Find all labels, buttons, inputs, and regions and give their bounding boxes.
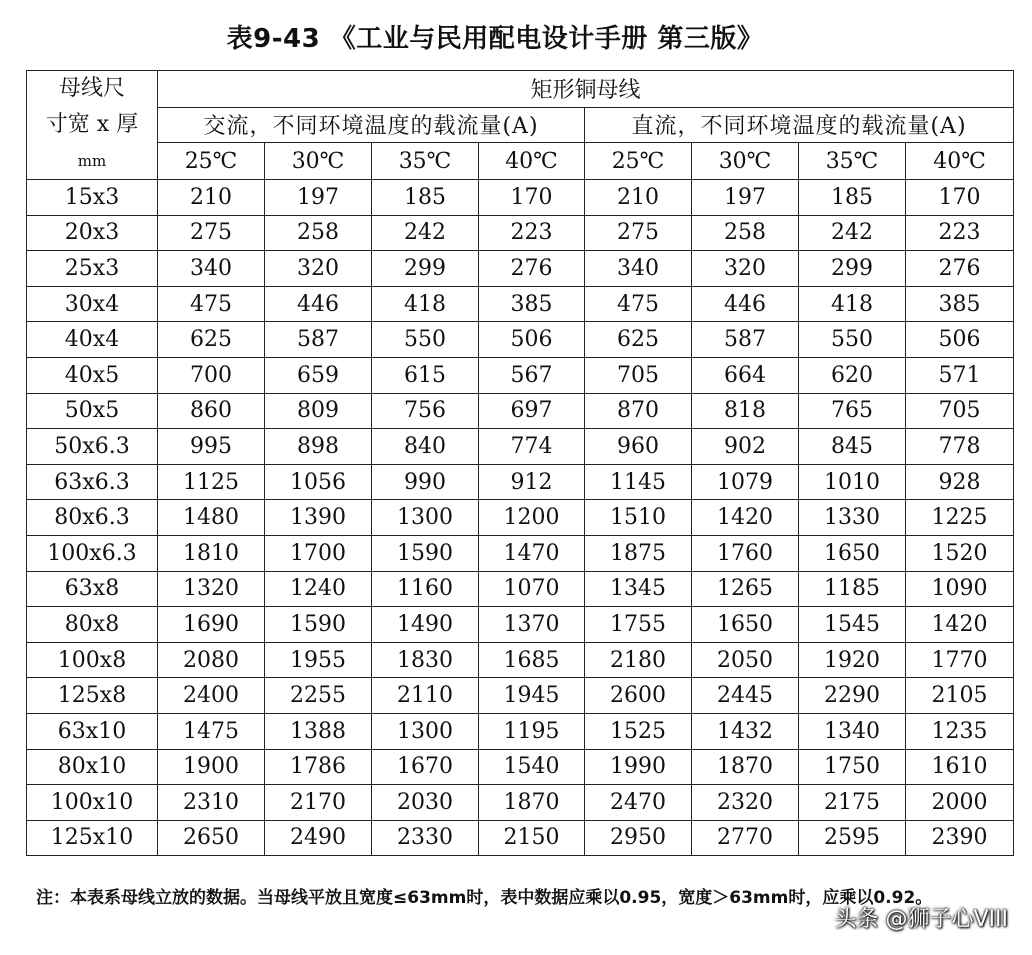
dc-ampacity-cell: 210 bbox=[585, 180, 692, 216]
dc-ampacity-cell: 765 bbox=[799, 393, 906, 429]
ac-ampacity-cell: 2170 bbox=[265, 785, 372, 821]
ac-ampacity-cell: 2110 bbox=[372, 678, 479, 714]
dc-ampacity-cell: 1920 bbox=[799, 642, 906, 678]
ac-ampacity-cell: 1700 bbox=[265, 535, 372, 571]
ac-ampacity-cell: 299 bbox=[372, 251, 479, 287]
ac-ampacity-cell: 2400 bbox=[158, 678, 265, 714]
table-row bbox=[27, 749, 1014, 785]
busbar-size-cell: 50x6.3 bbox=[27, 429, 158, 465]
dc-ampacity-cell: 276 bbox=[906, 251, 1014, 287]
dc-ampacity-cell: 571 bbox=[906, 357, 1014, 393]
dc-ampacity-cell: 778 bbox=[906, 429, 1014, 465]
ac-ampacity-cell: 197 bbox=[265, 180, 372, 216]
dc-ampacity-cell: 1420 bbox=[692, 500, 799, 536]
ac-ampacity-cell: 1320 bbox=[158, 571, 265, 607]
busbar-size-cell: 80x10 bbox=[27, 749, 158, 785]
busbar-size-cell: 100x6.3 bbox=[27, 535, 158, 571]
dc-ampacity-cell: 845 bbox=[799, 429, 906, 465]
ac-ampacity-cell: 860 bbox=[158, 393, 265, 429]
dc-ampacity-cell: 1345 bbox=[585, 571, 692, 607]
ac-ampacity-cell: 1830 bbox=[372, 642, 479, 678]
ac-ampacity-cell: 385 bbox=[479, 286, 585, 322]
ac-ampacity-cell: 1786 bbox=[265, 749, 372, 785]
ac-ampacity-cell: 774 bbox=[479, 429, 585, 465]
dc-ampacity-cell: 2600 bbox=[585, 678, 692, 714]
table-row bbox=[27, 607, 1014, 643]
watermark-text: 头条 @狮子心VIII bbox=[834, 907, 1008, 932]
ac-group-header: 交流，不同环境温度的载流量(A) bbox=[158, 107, 585, 143]
dc-ampacity-cell: 550 bbox=[799, 322, 906, 358]
dc-ampacity-cell: 2290 bbox=[799, 678, 906, 714]
ac-ampacity-cell: 2650 bbox=[158, 820, 265, 856]
footnote: 注：本表系母线立放的数据。当母线平放且宽度≤63mm时，表中数据应乘以0.95，宽度＞63mm时，应乘以0.92。 bbox=[36, 888, 933, 908]
dc-ampacity-cell: 1610 bbox=[906, 749, 1014, 785]
busbar-size-cell: 50x5 bbox=[27, 393, 158, 429]
dc-ampacity-cell: 340 bbox=[585, 251, 692, 287]
dc-ampacity-cell: 506 bbox=[906, 322, 1014, 358]
ac-ampacity-cell: 258 bbox=[265, 215, 372, 251]
dc-ampacity-cell: 2770 bbox=[692, 820, 799, 856]
dc-ampacity-cell: 1870 bbox=[692, 749, 799, 785]
dc-ampacity-cell: 1265 bbox=[692, 571, 799, 607]
ac-ampacity-cell: 1670 bbox=[372, 749, 479, 785]
dc-ampacity-cell: 242 bbox=[799, 215, 906, 251]
ac-ampacity-cell: 1945 bbox=[479, 678, 585, 714]
ac-ampacity-cell: 625 bbox=[158, 322, 265, 358]
busbar-size-cell: 30x4 bbox=[27, 286, 158, 322]
dc-ampacity-cell: 1755 bbox=[585, 607, 692, 643]
dc-ampacity-cell: 2445 bbox=[692, 678, 799, 714]
dc-ampacity-cell: 1340 bbox=[799, 713, 906, 749]
dc-ampacity-cell: 1432 bbox=[692, 713, 799, 749]
table-row bbox=[27, 286, 1014, 322]
ac-ampacity-cell: 2150 bbox=[479, 820, 585, 856]
table-row bbox=[27, 322, 1014, 358]
ac-ampacity-cell: 1540 bbox=[479, 749, 585, 785]
ac-ampacity-cell: 995 bbox=[158, 429, 265, 465]
dc-ampacity-cell: 446 bbox=[692, 286, 799, 322]
busbar-size-cell: 80x8 bbox=[27, 607, 158, 643]
temperature-header-cell: 40℃ bbox=[479, 143, 585, 180]
table-row bbox=[27, 464, 1014, 500]
dc-ampacity-cell: 418 bbox=[799, 286, 906, 322]
size-header-unit: mm bbox=[77, 152, 107, 170]
table-row bbox=[27, 713, 1014, 749]
dc-ampacity-cell: 320 bbox=[692, 251, 799, 287]
temperature-header-cell: 30℃ bbox=[692, 143, 799, 180]
dc-ampacity-cell: 197 bbox=[692, 180, 799, 216]
size-header-line2: 寸宽 x 厚 bbox=[45, 112, 139, 137]
size-column-header bbox=[27, 71, 158, 180]
size-header-line1: 母线尺 bbox=[58, 76, 125, 101]
ac-ampacity-cell: 1475 bbox=[158, 713, 265, 749]
dc-ampacity-cell: 1650 bbox=[799, 535, 906, 571]
dc-ampacity-cell: 902 bbox=[692, 429, 799, 465]
busbar-size-cell: 63x8 bbox=[27, 571, 158, 607]
ac-ampacity-cell: 840 bbox=[372, 429, 479, 465]
dc-ampacity-cell: 185 bbox=[799, 180, 906, 216]
ac-ampacity-cell: 2080 bbox=[158, 642, 265, 678]
ac-ampacity-cell: 1900 bbox=[158, 749, 265, 785]
ac-ampacity-cell: 1240 bbox=[265, 571, 372, 607]
ac-ampacity-cell: 1125 bbox=[158, 464, 265, 500]
table-row bbox=[27, 251, 1014, 287]
ac-ampacity-cell: 275 bbox=[158, 215, 265, 251]
table-body bbox=[27, 180, 1014, 856]
dc-ampacity-cell: 1750 bbox=[799, 749, 906, 785]
ac-ampacity-cell: 1388 bbox=[265, 713, 372, 749]
dc-ampacity-cell: 2390 bbox=[906, 820, 1014, 856]
table-row bbox=[27, 678, 1014, 714]
dc-ampacity-cell: 1545 bbox=[799, 607, 906, 643]
dc-ampacity-cell: 1990 bbox=[585, 749, 692, 785]
ac-ampacity-cell: 1056 bbox=[265, 464, 372, 500]
dc-group-header: 直流，不同环境温度的载流量(A) bbox=[585, 107, 1014, 143]
dc-ampacity-cell: 475 bbox=[585, 286, 692, 322]
ac-ampacity-cell: 2490 bbox=[265, 820, 372, 856]
dc-ampacity-cell: 1420 bbox=[906, 607, 1014, 643]
ac-ampacity-cell: 1810 bbox=[158, 535, 265, 571]
ac-ampacity-cell: 340 bbox=[158, 251, 265, 287]
busbar-size-cell: 125x8 bbox=[27, 678, 158, 714]
table-row bbox=[27, 429, 1014, 465]
ac-ampacity-cell: 697 bbox=[479, 393, 585, 429]
dc-ampacity-cell: 2175 bbox=[799, 785, 906, 821]
ac-ampacity-cell: 446 bbox=[265, 286, 372, 322]
busbar-size-cell: 125x10 bbox=[27, 820, 158, 856]
temperature-header-row bbox=[27, 143, 1014, 180]
busbar-size-cell: 63x6.3 bbox=[27, 464, 158, 500]
table-row bbox=[27, 500, 1014, 536]
ac-ampacity-cell: 1300 bbox=[372, 500, 479, 536]
table-row bbox=[27, 571, 1014, 607]
dc-ampacity-cell: 1330 bbox=[799, 500, 906, 536]
dc-ampacity-cell: 2180 bbox=[585, 642, 692, 678]
dc-ampacity-cell: 2595 bbox=[799, 820, 906, 856]
ac-ampacity-cell: 1690 bbox=[158, 607, 265, 643]
dc-ampacity-cell: 1760 bbox=[692, 535, 799, 571]
dc-ampacity-cell: 1010 bbox=[799, 464, 906, 500]
ac-ampacity-cell: 990 bbox=[372, 464, 479, 500]
dc-ampacity-cell: 1875 bbox=[585, 535, 692, 571]
temperature-header-cell: 25℃ bbox=[585, 143, 692, 180]
dc-ampacity-cell: 818 bbox=[692, 393, 799, 429]
ac-ampacity-cell: 2255 bbox=[265, 678, 372, 714]
ac-ampacity-cell: 756 bbox=[372, 393, 479, 429]
busbar-ampacity-table bbox=[26, 70, 1014, 856]
ac-ampacity-cell: 1195 bbox=[479, 713, 585, 749]
ac-ampacity-cell: 1470 bbox=[479, 535, 585, 571]
main-group-header: 矩形铜母线 bbox=[158, 71, 1014, 108]
dc-ampacity-cell: 1525 bbox=[585, 713, 692, 749]
ac-ampacity-cell: 615 bbox=[372, 357, 479, 393]
busbar-size-cell: 63x10 bbox=[27, 713, 158, 749]
ac-ampacity-cell: 170 bbox=[479, 180, 585, 216]
temperature-header-cell: 30℃ bbox=[265, 143, 372, 180]
busbar-size-cell: 100x8 bbox=[27, 642, 158, 678]
table-row bbox=[27, 357, 1014, 393]
ac-ampacity-cell: 912 bbox=[479, 464, 585, 500]
table-row bbox=[27, 642, 1014, 678]
ac-ampacity-cell: 1160 bbox=[372, 571, 479, 607]
dc-ampacity-cell: 258 bbox=[692, 215, 799, 251]
dc-ampacity-cell: 1185 bbox=[799, 571, 906, 607]
ac-ampacity-cell: 898 bbox=[265, 429, 372, 465]
busbar-size-cell: 25x3 bbox=[27, 251, 158, 287]
temperature-header-cell: 35℃ bbox=[372, 143, 479, 180]
dc-ampacity-cell: 620 bbox=[799, 357, 906, 393]
dc-ampacity-cell: 1090 bbox=[906, 571, 1014, 607]
busbar-size-cell: 40x5 bbox=[27, 357, 158, 393]
ac-ampacity-cell: 1070 bbox=[479, 571, 585, 607]
ac-ampacity-cell: 223 bbox=[479, 215, 585, 251]
ac-ampacity-cell: 475 bbox=[158, 286, 265, 322]
dc-ampacity-cell: 170 bbox=[906, 180, 1014, 216]
busbar-size-cell: 40x4 bbox=[27, 322, 158, 358]
dc-ampacity-cell: 2320 bbox=[692, 785, 799, 821]
dc-ampacity-cell: 664 bbox=[692, 357, 799, 393]
ac-ampacity-cell: 418 bbox=[372, 286, 479, 322]
ac-ampacity-cell: 550 bbox=[372, 322, 479, 358]
ac-ampacity-cell: 1390 bbox=[265, 500, 372, 536]
dc-ampacity-cell: 2470 bbox=[585, 785, 692, 821]
dc-ampacity-cell: 2050 bbox=[692, 642, 799, 678]
ac-ampacity-cell: 1370 bbox=[479, 607, 585, 643]
ac-ampacity-cell: 1300 bbox=[372, 713, 479, 749]
ac-ampacity-cell: 1490 bbox=[372, 607, 479, 643]
dc-ampacity-cell: 275 bbox=[585, 215, 692, 251]
ac-ampacity-cell: 2310 bbox=[158, 785, 265, 821]
table-row bbox=[27, 820, 1014, 856]
ac-ampacity-cell: 1590 bbox=[372, 535, 479, 571]
ac-ampacity-cell: 185 bbox=[372, 180, 479, 216]
dc-ampacity-cell: 1235 bbox=[906, 713, 1014, 749]
busbar-size-cell: 15x3 bbox=[27, 180, 158, 216]
table-row bbox=[27, 215, 1014, 251]
dc-ampacity-cell: 299 bbox=[799, 251, 906, 287]
ac-ampacity-cell: 242 bbox=[372, 215, 479, 251]
dc-ampacity-cell: 705 bbox=[585, 357, 692, 393]
busbar-size-cell: 100x10 bbox=[27, 785, 158, 821]
temperature-header-cell: 25℃ bbox=[158, 143, 265, 180]
busbar-size-cell: 80x6.3 bbox=[27, 500, 158, 536]
table-row bbox=[27, 785, 1014, 821]
ac-ampacity-cell: 1870 bbox=[479, 785, 585, 821]
dc-ampacity-cell: 625 bbox=[585, 322, 692, 358]
ac-ampacity-cell: 320 bbox=[265, 251, 372, 287]
ac-ampacity-cell: 210 bbox=[158, 180, 265, 216]
ac-ampacity-cell: 1685 bbox=[479, 642, 585, 678]
table-row bbox=[27, 535, 1014, 571]
dc-ampacity-cell: 870 bbox=[585, 393, 692, 429]
dc-ampacity-cell: 385 bbox=[906, 286, 1014, 322]
dc-ampacity-cell: 2000 bbox=[906, 785, 1014, 821]
dc-ampacity-cell: 223 bbox=[906, 215, 1014, 251]
dc-ampacity-cell: 1510 bbox=[585, 500, 692, 536]
temperature-header-cell: 40℃ bbox=[906, 143, 1014, 180]
dc-ampacity-cell: 1770 bbox=[906, 642, 1014, 678]
ac-ampacity-cell: 1590 bbox=[265, 607, 372, 643]
ac-ampacity-cell: 2330 bbox=[372, 820, 479, 856]
ac-ampacity-cell: 809 bbox=[265, 393, 372, 429]
ac-ampacity-cell: 700 bbox=[158, 357, 265, 393]
ac-ampacity-cell: 1480 bbox=[158, 500, 265, 536]
temperature-header-cell: 35℃ bbox=[799, 143, 906, 180]
dc-ampacity-cell: 2105 bbox=[906, 678, 1014, 714]
dc-ampacity-cell: 2950 bbox=[585, 820, 692, 856]
ac-ampacity-cell: 1955 bbox=[265, 642, 372, 678]
table-row bbox=[27, 180, 1014, 216]
dc-ampacity-cell: 587 bbox=[692, 322, 799, 358]
dc-ampacity-cell: 1225 bbox=[906, 500, 1014, 536]
dc-ampacity-cell: 1145 bbox=[585, 464, 692, 500]
dc-ampacity-cell: 928 bbox=[906, 464, 1014, 500]
ac-ampacity-cell: 506 bbox=[479, 322, 585, 358]
ac-ampacity-cell: 659 bbox=[265, 357, 372, 393]
ac-ampacity-cell: 2030 bbox=[372, 785, 479, 821]
dc-ampacity-cell: 1650 bbox=[692, 607, 799, 643]
ac-ampacity-cell: 276 bbox=[479, 251, 585, 287]
dc-ampacity-cell: 1520 bbox=[906, 535, 1014, 571]
ac-ampacity-cell: 587 bbox=[265, 322, 372, 358]
dc-ampacity-cell: 960 bbox=[585, 429, 692, 465]
dc-ampacity-cell: 1079 bbox=[692, 464, 799, 500]
table-row bbox=[27, 393, 1014, 429]
dc-ampacity-cell: 705 bbox=[906, 393, 1014, 429]
ac-ampacity-cell: 567 bbox=[479, 357, 585, 393]
ac-ampacity-cell: 1200 bbox=[479, 500, 585, 536]
busbar-size-cell: 20x3 bbox=[27, 215, 158, 251]
page-title: 表9-43 《工业与民用配电设计手册 第三版》 bbox=[226, 24, 764, 54]
